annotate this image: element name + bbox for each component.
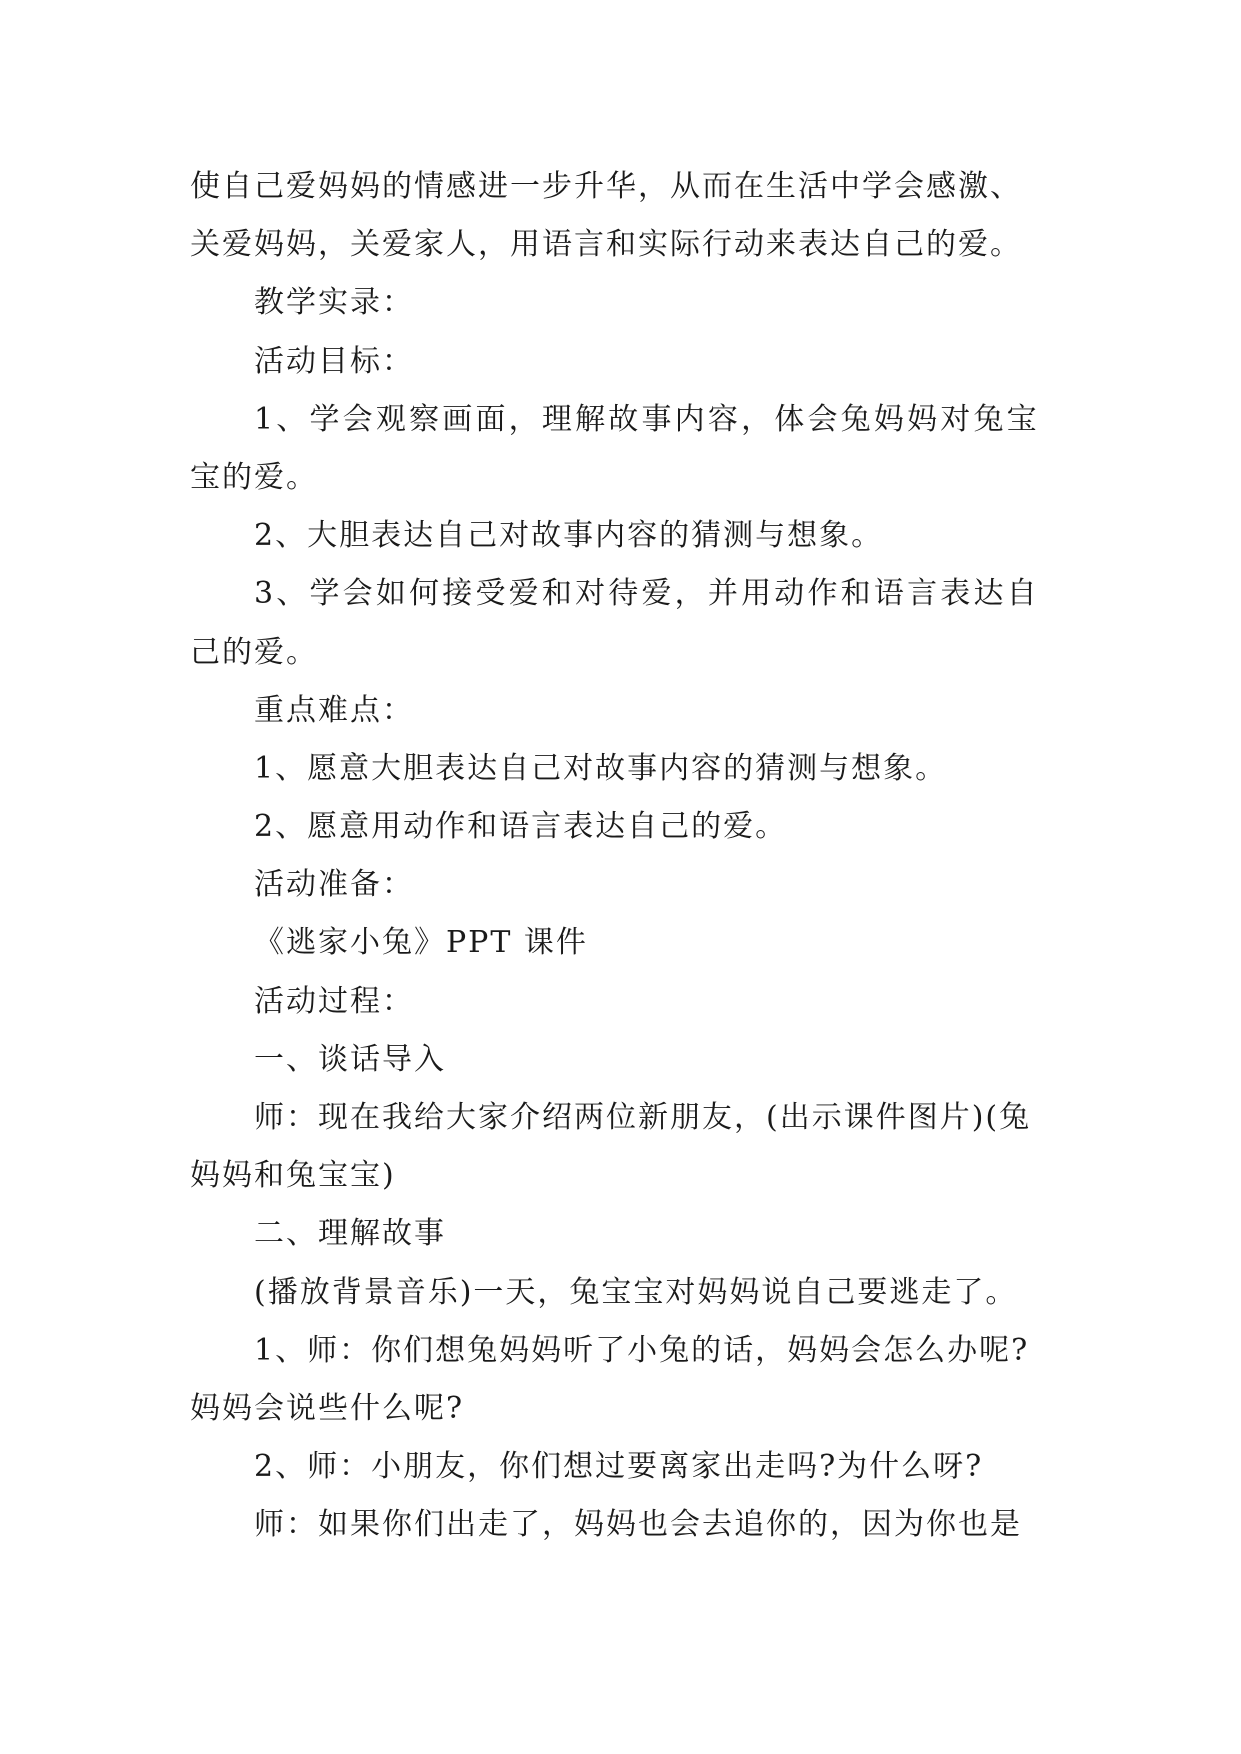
section-heading: 活动过程： — [254, 983, 414, 1019]
paragraph-line: 使自己爱妈妈的情感进一步升华，从而在生活中学会感激、 — [190, 169, 1022, 204]
paragraph-line: 师：现在我给大家介绍两位新朋友，(出示课件图片)(兔 — [254, 1100, 1032, 1135]
paragraph-line: 关爱妈妈，关爱家人，用语言和实际行动来表达自己的爱。 — [190, 227, 1022, 263]
list-item: 1、师：你们想兔妈妈听了小兔的话，妈妈会怎么办呢? — [254, 1332, 1030, 1368]
list-item-continuation: 妈妈会说些什么呢? — [190, 1390, 465, 1426]
list-item-continuation: 宝的爱。 — [190, 459, 318, 495]
list-item-continuation: 己的爱。 — [190, 634, 318, 670]
paragraph-line: 妈妈和兔宝宝) — [190, 1158, 396, 1194]
list-item: 1、学会观察画面，理解故事内容，体会兔妈妈对兔宝 — [254, 401, 1040, 437]
list-item: 2、愿意用动作和语言表达自己的爱。 — [254, 809, 788, 845]
paragraph-line: 《逃家小兔》PPT 课件 — [254, 925, 588, 961]
list-item: 2、师：小朋友，你们想过要离家出走吗?为什么呀? — [254, 1449, 984, 1485]
paragraph-line: (播放背景音乐)一天，兔宝宝对妈妈说自己要逃走了。 — [254, 1274, 1018, 1310]
section-heading: 活动准备： — [254, 867, 414, 903]
list-item: 3、学会如何接受爱和对待爱，并用动作和语言表达自 — [254, 576, 1040, 612]
subsection-heading: 二、理解故事 — [254, 1216, 446, 1252]
paragraph-line: 师：如果你们出走了，妈妈也会去追你的，因为你也是 — [254, 1507, 1022, 1543]
section-heading: 重点难点： — [254, 692, 414, 728]
list-item: 1、愿意大胆表达自己对故事内容的猜测与想象。 — [254, 750, 948, 786]
subsection-heading: 一、谈话导入 — [254, 1041, 446, 1077]
section-heading: 活动目标： — [254, 343, 414, 379]
list-item: 2、大胆表达自己对故事内容的猜测与想象。 — [254, 518, 884, 554]
document-body — [190, 158, 1070, 1555]
section-heading: 教学实录： — [254, 285, 414, 321]
